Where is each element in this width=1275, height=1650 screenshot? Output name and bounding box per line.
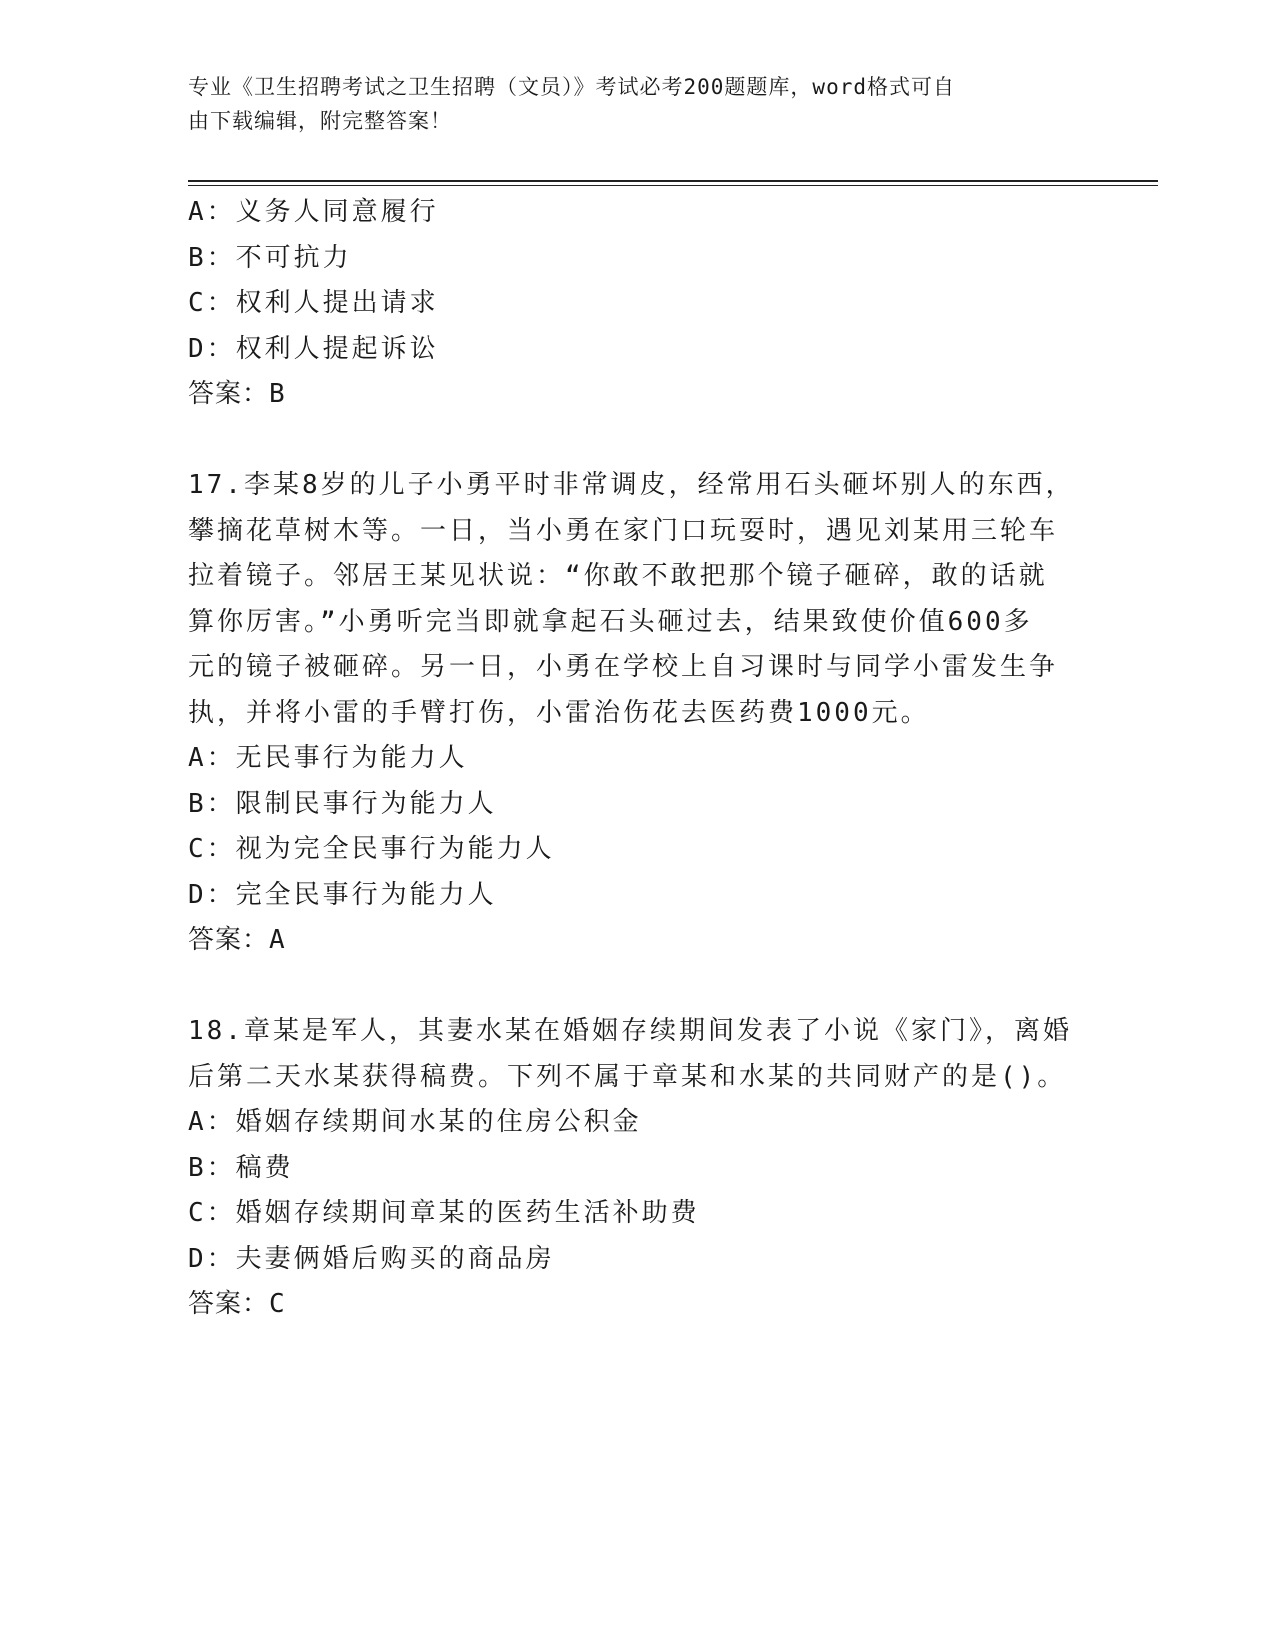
- q17-stem-line-6: 执，并将小雷的手臂打伤，小雷治伤花去医药费1000元。: [188, 697, 930, 728]
- q18-option-a: A：婚姻存续期间水某的住房公积金: [188, 1107, 642, 1137]
- q16-answer: 答案：B: [188, 379, 286, 409]
- q17-stem-line-3: 拉着镜子。邻居王某见状说：“你敢不敢把那个镜子砸碎，敢的话就: [188, 561, 1048, 591]
- q17-answer: 答案：A: [188, 925, 286, 955]
- header-line-2: 由下载编辑，附完整答案！: [188, 109, 452, 133]
- header-line-1: 专业《卫生招聘考试之卫生招聘（文员）》考试必考200题题库，word格式可自: [188, 75, 955, 99]
- q17-option-c: C：视为完全民事行为能力人: [188, 834, 555, 864]
- question-16-block: [188, 190, 1088, 418]
- q17-stem-line-1: 17.李某8岁的儿子小勇平时非常调皮，经常用石头砸坏别人的东西，: [188, 470, 1075, 500]
- q18-option-b: B：稿费: [188, 1152, 294, 1183]
- header-rule-thick: [188, 180, 1158, 182]
- spacer: [188, 418, 1088, 464]
- q18-stem-line-2: 后第二天水某获得稿费。下列不属于章某和水某的共同财产的是()。: [188, 1061, 1067, 1092]
- q16-option-c: C：权利人提出请求: [188, 288, 439, 318]
- question-18-block: [188, 1009, 1088, 1328]
- question-17-block: [188, 463, 1088, 964]
- q17-option-b: B：限制民事行为能力人: [188, 788, 497, 819]
- spacer: [188, 964, 1088, 1010]
- q16-option-b: B：不可抗力: [188, 242, 352, 273]
- question-content: [188, 190, 1088, 1328]
- q17-stem-line-2: 攀摘花草树木等。一日，当小勇在家门口玩耍时，遇见刘某用三轮车: [188, 515, 1059, 546]
- q18-stem-line-1: 18.章某是军人，其妻水某在婚姻存续期间发表了小说《家门》，离婚: [188, 1016, 1072, 1046]
- q17-option-d: D：完全民事行为能力人: [188, 879, 497, 910]
- q17-stem-line-5: 元的镜子被砸碎。另一日，小勇在学校上自习课时与同学小雷发生争: [188, 652, 1059, 682]
- q18-option-d: D：夫妻俩婚后购买的商品房: [188, 1243, 555, 1274]
- q16-option-d: D：权利人提起诉讼: [188, 333, 439, 364]
- document-header: [188, 70, 1068, 138]
- q17-option-a: A：无民事行为能力人: [188, 743, 468, 773]
- q16-option-a: A：义务人同意履行: [188, 197, 439, 227]
- header-rule-thin: [188, 185, 1158, 186]
- q18-answer: 答案：C: [188, 1289, 286, 1319]
- q18-option-c: C：婚姻存续期间章某的医药生活补助费: [188, 1198, 700, 1228]
- q17-stem-line-4: 算你厉害。”小勇听完当即就拿起石头砸过去，结果致使价值600多: [188, 606, 1033, 637]
